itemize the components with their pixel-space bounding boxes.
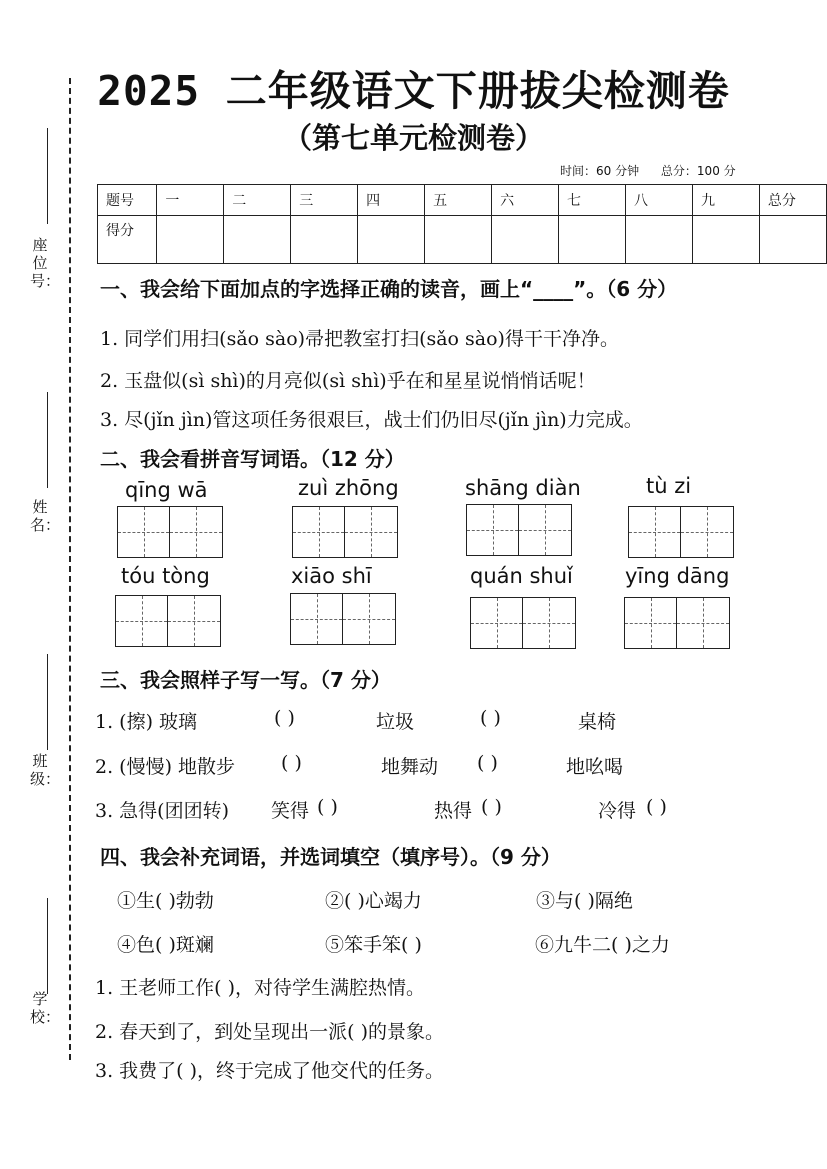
section2-title: 二、我会看拼音写词语。（12 分） xyxy=(100,447,405,471)
writing-grid[interactable] xyxy=(115,595,221,647)
idiom-option[interactable]: ④色( )斑斓 xyxy=(117,934,214,956)
phrase-word: 热得 xyxy=(434,800,473,822)
score-table xyxy=(97,184,827,264)
score-header-cell: 九 xyxy=(692,185,759,216)
answer-blank[interactable]: ( ) xyxy=(281,752,302,774)
idiom-option[interactable]: ①生( )勃勃 xyxy=(117,890,214,912)
score-header-cell: 六 xyxy=(492,185,559,216)
score-input-cell[interactable] xyxy=(425,216,492,264)
score-header-cell: 八 xyxy=(625,185,692,216)
score-header-cell: 三 xyxy=(291,185,358,216)
answer-blank[interactable]: ( ) xyxy=(274,707,295,729)
section1-question: 1. 同学们用扫(sǎo sào)帚把教室打扫(sǎo sào)得干干净净。 xyxy=(100,328,619,350)
writing-grid[interactable] xyxy=(292,506,398,558)
writing-grid[interactable] xyxy=(628,506,734,558)
phrase-word: 冷得 xyxy=(598,800,637,822)
answer-blank[interactable]: ( ) xyxy=(646,796,667,818)
score-header-cell: 总分 xyxy=(759,185,826,216)
class-blank[interactable] xyxy=(47,654,48,750)
section1-question: 2. 玉盘似(sì shì)的月亮似(sì shì)乎在和星星说悄悄话呢！ xyxy=(100,370,596,392)
phrase-word: 桌椅 xyxy=(578,711,617,733)
idiom-option[interactable]: ⑥九牛二( )之力 xyxy=(535,934,670,956)
score-header-cell: 五 xyxy=(425,185,492,216)
pinyin-label: quán shuǐ xyxy=(470,564,573,588)
score-input-cell[interactable] xyxy=(759,216,826,264)
score-row-label: 得分 xyxy=(98,216,157,264)
pinyin-label: qīng wā xyxy=(125,478,208,502)
answer-blank[interactable]: ( ) xyxy=(477,752,498,774)
phrase-word: 地吆喝 xyxy=(566,756,624,778)
time-limit: 时间：60 分钟 xyxy=(560,164,640,178)
phrase-word: 地舞动 xyxy=(381,756,439,778)
score-header-cell: 题号 xyxy=(98,185,157,216)
writing-grid[interactable] xyxy=(117,506,223,558)
answer-blank[interactable]: ( ) xyxy=(481,796,502,818)
fill-question: 2. 春天到了，到处呈现出一派( )的景象。 xyxy=(95,1021,445,1043)
section1-question: 3. 尽(jǐn jìn)管这项任务很艰巨，战士们仍旧尽(jǐn jìn)力完成。 xyxy=(100,409,643,431)
total-score: 总分：100 分 xyxy=(660,164,736,178)
seat-label: 座位号： xyxy=(30,236,61,290)
phrase-word: 笑得 xyxy=(271,800,310,822)
score-header-cell: 一 xyxy=(157,185,224,216)
score-input-cell[interactable] xyxy=(157,216,224,264)
example-phrase: 1. (擦) 玻璃 xyxy=(95,711,198,733)
school-blank[interactable] xyxy=(47,898,48,994)
section4-title: 四、我会补充词语，并选词填空（填序号）。（9 分） xyxy=(100,845,561,869)
score-input-cell[interactable] xyxy=(625,216,692,264)
example-phrase: 3. 急得(团团转) xyxy=(95,800,229,822)
name-label: 姓名： xyxy=(30,498,61,534)
score-input-cell[interactable] xyxy=(291,216,358,264)
pinyin-label: yīng dāng xyxy=(625,564,730,588)
exam-meta xyxy=(560,162,754,179)
school-label: 学校： xyxy=(30,990,61,1026)
pinyin-label: zuì zhōng xyxy=(298,476,399,500)
score-input-cell[interactable] xyxy=(224,216,291,264)
pinyin-label: tù zi xyxy=(646,474,692,498)
writing-grid[interactable] xyxy=(470,597,576,649)
score-header-cell: 四 xyxy=(358,185,425,216)
exam-title: 2025 二年级语文下册拔尖检测卷 xyxy=(97,67,730,115)
pinyin-label: shāng diàn xyxy=(465,476,581,500)
answer-blank[interactable]: ( ) xyxy=(317,796,338,818)
score-header-cell: 二 xyxy=(224,185,291,216)
fill-question: 3. 我费了( )，终于完成了他交代的任务。 xyxy=(95,1060,445,1082)
section3-title: 三、我会照样子写一写。（7 分） xyxy=(100,668,391,692)
binding-dashed-line xyxy=(69,78,71,1060)
class-label: 班级： xyxy=(30,752,61,788)
idiom-option[interactable]: ③与( )隔绝 xyxy=(536,890,633,912)
phrase-word: 垃圾 xyxy=(376,711,415,733)
idiom-option[interactable]: ②( )心竭力 xyxy=(325,890,422,912)
writing-grid[interactable] xyxy=(624,597,730,649)
score-input-cell[interactable] xyxy=(692,216,759,264)
section1-title: 一、我会给下面加点的字选择正确的读音，画上“____”。（6 分） xyxy=(100,277,678,301)
exam-subtitle: （第七单元检测卷） xyxy=(282,121,544,155)
pinyin-label: tóu tòng xyxy=(121,564,210,588)
fill-question: 1. 王老师工作( )，对待学生满腔热情。 xyxy=(95,977,426,999)
score-header-cell: 七 xyxy=(559,185,626,216)
score-input-cell[interactable] xyxy=(559,216,626,264)
score-input-cell[interactable] xyxy=(358,216,425,264)
name-blank[interactable] xyxy=(47,392,48,488)
writing-grid[interactable] xyxy=(466,504,572,556)
pinyin-label: xiāo shī xyxy=(291,564,372,588)
writing-grid[interactable] xyxy=(290,593,396,645)
score-input-cell[interactable] xyxy=(492,216,559,264)
answer-blank[interactable]: ( ) xyxy=(480,707,501,729)
example-phrase: 2. (慢慢) 地散步 xyxy=(95,756,236,778)
idiom-option[interactable]: ⑤笨手笨( ) xyxy=(325,934,422,956)
